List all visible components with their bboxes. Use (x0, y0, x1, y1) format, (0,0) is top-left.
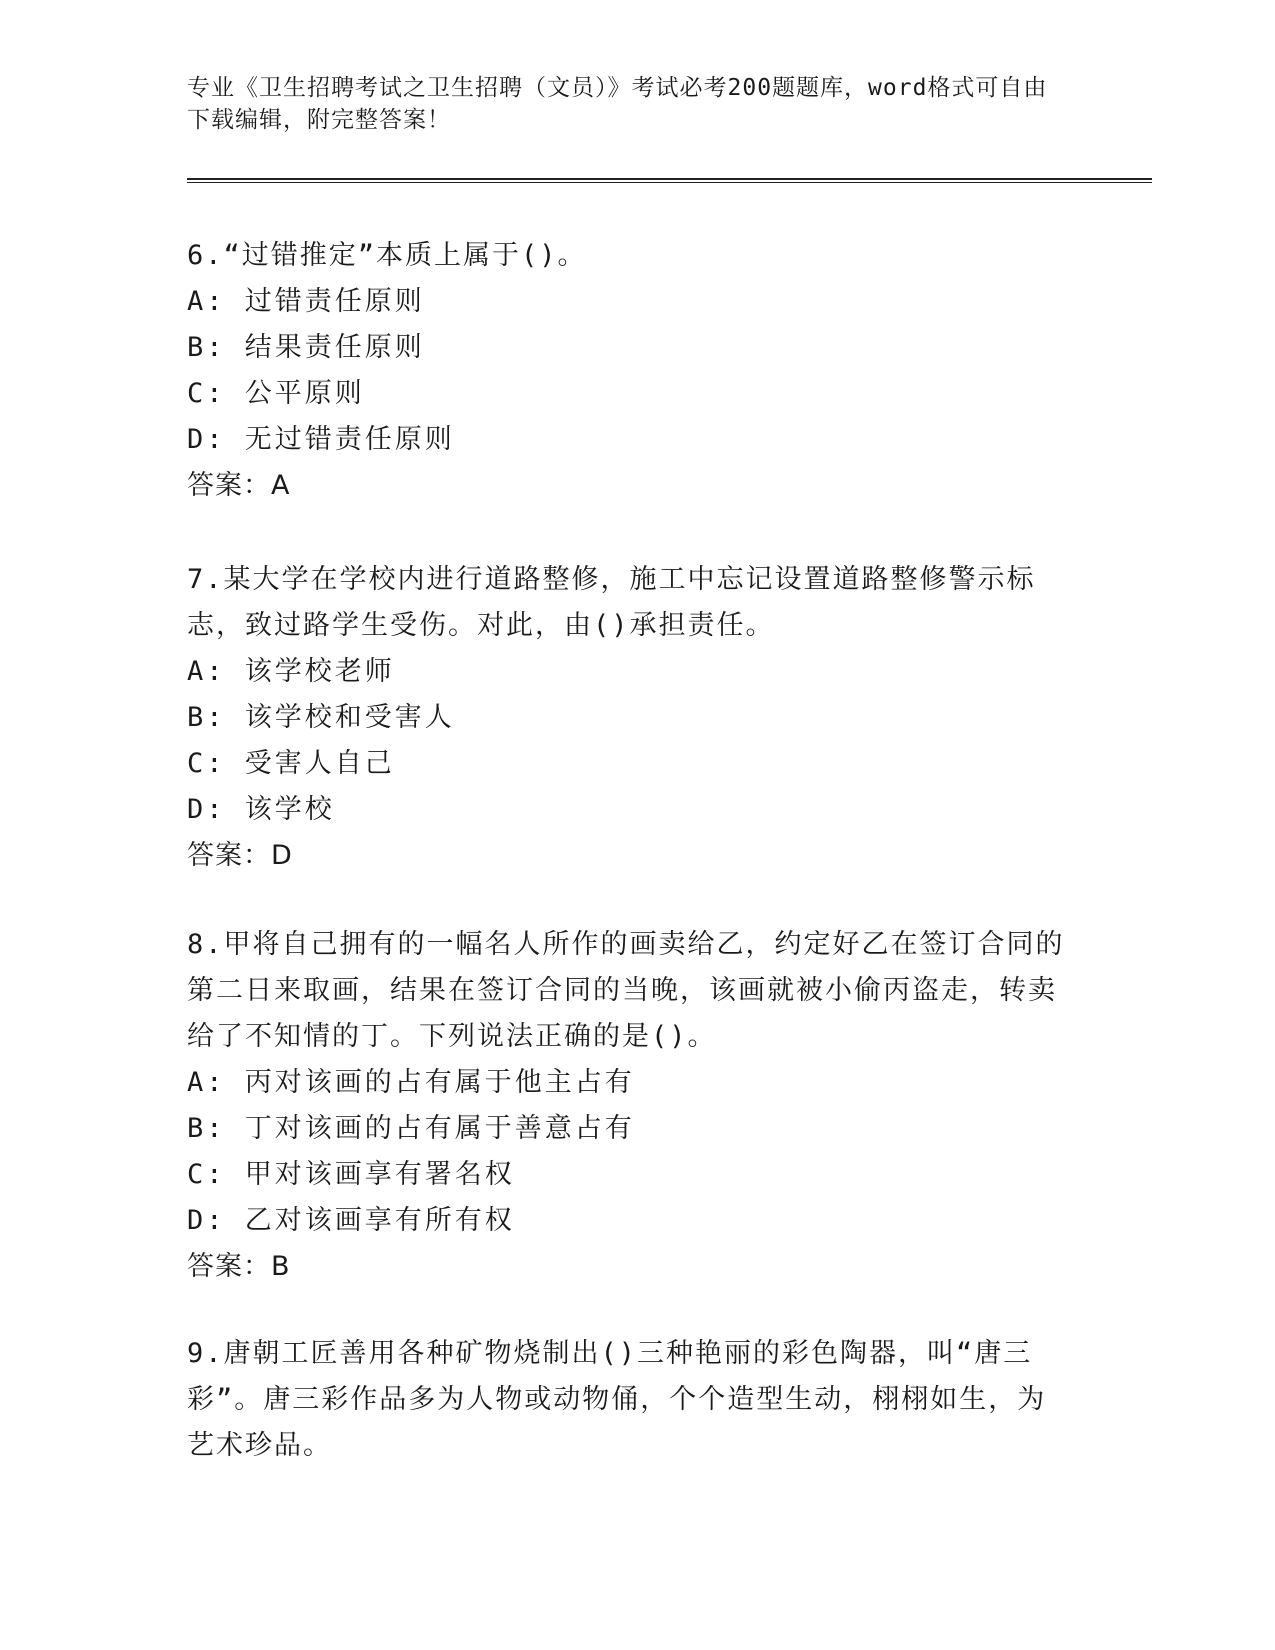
option-b: B: 该学校和受害人 (187, 702, 455, 733)
option-a: A: 该学校老师 (187, 656, 395, 687)
question-stem: 9.唐朝工匠善用各种矿物烧制出()三种艳丽的彩色陶器，叫“唐三彩”。唐三彩作品多为人物或动物俑，个个造型生动，栩栩如生，为艺术珍品。 (187, 1338, 1047, 1461)
header-divider (187, 178, 1152, 183)
answer: 答案：A (187, 470, 291, 501)
question-6 (187, 233, 1067, 509)
option-c: C: 公平原则 (187, 378, 365, 409)
option-c: C: 受害人自己 (187, 748, 395, 779)
answer: 答案：B (187, 1251, 291, 1282)
question-8 (187, 922, 1067, 1290)
question-7 (187, 557, 1067, 879)
document-header: 专业《卫生招聘考试之卫生招聘（文员）》考试必考200题题库，word格式可自由下载编辑，附完整答案！ (187, 75, 1048, 133)
answer: 答案：D (187, 840, 293, 871)
question-stem: 6.“过错推定”本质上属于()。 (187, 240, 587, 271)
option-a: A: 丙对该画的占有属于他主占有 (187, 1067, 635, 1098)
option-b: B: 结果责任原则 (187, 332, 425, 363)
question-stem: 7.某大学在学校内进行道路整修，施工中忘记设置道路整修警示标志，致过路学生受伤。对此，由()承担责任。 (187, 564, 1036, 641)
option-c: C: 甲对该画享有署名权 (187, 1159, 515, 1190)
option-a: A: 过错责任原则 (187, 286, 425, 317)
option-d: D: 无过错责任原则 (187, 424, 455, 455)
question-stem: 8.甲将自己拥有的一幅名人所作的画卖给乙，约定好乙在签订合同的第二日来取画，结果在签订合同的当晚，该画就被小偷丙盗走，转卖给了不知情的丁。下列说法正确的是()。 (187, 929, 1065, 1052)
option-d: D: 乙对该画享有所有权 (187, 1205, 515, 1236)
question-9 (187, 1331, 1067, 1469)
option-b: B: 丁对该画的占有属于善意占有 (187, 1113, 635, 1144)
option-d: D: 该学校 (187, 794, 335, 825)
